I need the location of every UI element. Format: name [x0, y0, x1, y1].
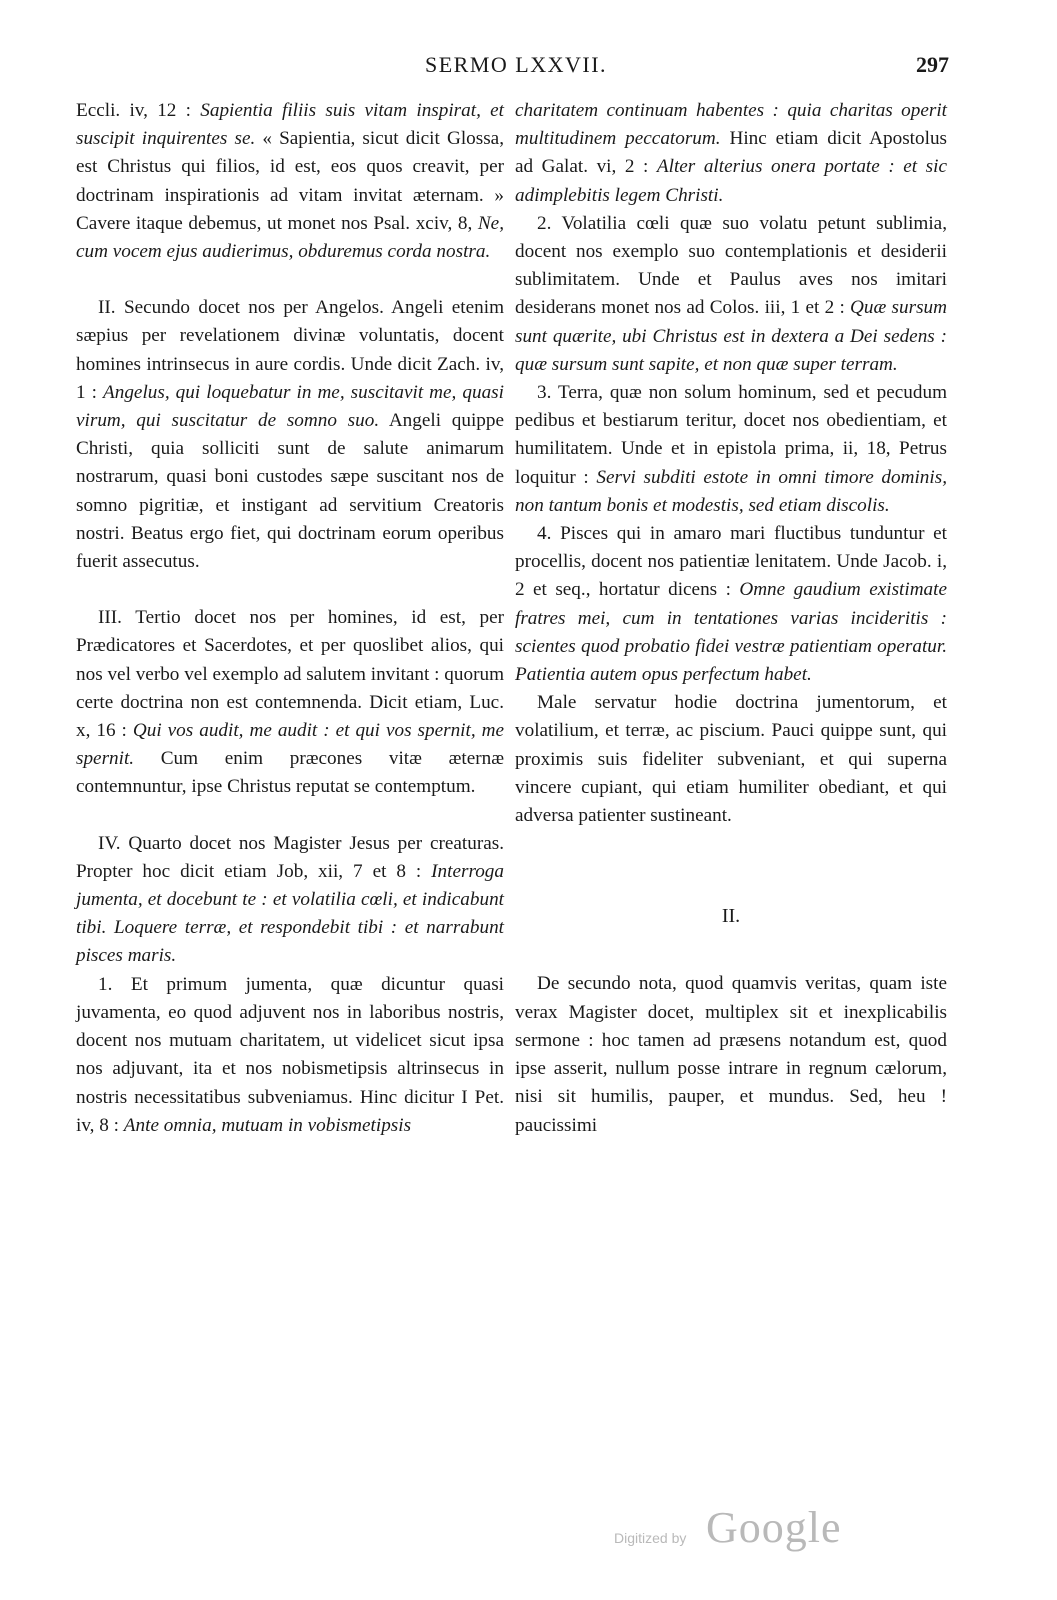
paragraph: Eccli. iv, 12 : Sapientia filiis suis vitam inspirat, et suscipit inquirentes se. « Sapientia, sicut dicit Glossa, est Christus qui filios, id est, eos quos creavit, per doctrinam inspirationis ad vitam invitat æternam. » Cavere itaque debemus, ut monet nos Psal. xciv, 8, Ne, cum vocem ejus audierimus, obduremus corda nostra. [76, 100, 504, 263]
running-title: SERMO LXXVII. [425, 52, 608, 77]
digitized-by-label: Digitized by [614, 1530, 687, 1546]
paragraph: II. Secundo docet nos per Angelos. Angeli etenim sæpius per revelationem divinæ voluntatis, docent homines intrinsecus in aure cordis. Unde dicit Zach. iv, 1 : Angelus, qui loquebatur in me, suscitavit me, quasi virum, qui suscitatur de somno suo. Angeli quippe Christi, quia solliciti sunt de salute animarum nostrarum, quasi boni custodes sæpe suscitant nos de somno pigritiæ, et instigant ad servitium Creatoris nostri. Beatus ergo fiet, qui doctrinam eorum operibus fuerit assecutus. [76, 297, 505, 573]
left-column [76, 97, 504, 1140]
right-column [515, 97, 947, 1140]
paragraph: De secundo nota, quod quamvis veritas, quam iste verax Magister docet, multiplex sit et inexplicabilis sermone : hoc tamen ad præsens notandum est, quod ipse asserit, nullum posse intrare in regnum cælorum, nisi sit humilis, pauper, et mundus. Sed, heu ! paucissimi [515, 973, 947, 1136]
paragraph: 3. Terra, quæ non solum hominum, sed et pecudum pedibus et bestiarum teritur, docet nos obedientiam, et humilitatem. Unde et in epistola prima, ii, 18, Petrus loquitur : Servi subditi estote in omni timore dominis, non tantum bonis et modestis, sed etiam discolis. [515, 382, 947, 516]
paragraph: III. Tertio docet nos per homines, id est, per Prædicatores et Sacerdotes, et per quoslibet alios, qui nos vel verbo vel exemplo ad salutem invitant : quorum certe doctrina non est contemnenda. Dicit etiam, Luc. x, 16 : Qui vos audit, me audit : et qui vos spernit, me spernit. Cum enim præcones vitæ æternæ contemnuntur, ipse Christus reputat se contemptum. [76, 607, 504, 798]
section-number: II. [721, 905, 741, 928]
paragraph: 1. Et primum jumenta, quæ dicuntur quasi juvamenta, eo quod adjuvent nos in laboribus nostris, docent nos mutuam charitatem, ut videlicet sicut ipsa nos adjuvant, ita et nos nobismetipsis altrinsecus in nostris necessitatibus subveniamus. Hinc dicitur I Pet. iv, 8 : Ante omnia, mutuam in vobismetipsis [76, 973, 504, 1136]
google-logo: Google [706, 1503, 842, 1552]
paragraph: charitatem continuam habentes : quia charitas operit multitudinem peccatorum. Hinc etiam dicit Apostolus ad Galat. vi, 2 : Alter alterius onera portate : et sic adimplebitis legem Christi. [515, 100, 948, 206]
page-number: 297 [916, 52, 949, 77]
paragraph: IV. Quarto docet nos Magister Jesus per creaturas. Propter hoc dicit etiam Job, xii, 7 et 8 : Interroga jumenta, et docebunt te : et volatilia cœli, et indicabunt tibi. Loquere terræ, et respondebit tibi : et narrabunt pisces maris. [76, 832, 504, 967]
paragraph: 4. Pisces qui in amaro mari fluctibus tunduntur et procellis, docent nos patientiæ lenitatem. Unde Jacob. i, 2 et seq., hortatur dicens : Omne gaudium existimate fratres mei, cum in tentationes varias incideritis : scientes quod probatio fidei vestræ patientiam operatur. Patientia autem opus perfectum habet. [515, 523, 947, 686]
digitized-by-google-watermark [614, 1502, 842, 1562]
paragraph: 2. Volatilia cœli quæ suo volatu petunt sublimia, docent nos exemplo suo contemplationis et desiderii sublimitatem. Unde et Paulus aves nos imitari desiderans monet nos ad Colos. iii, 1 et 2 : Quæ sursum sunt quærite, ubi Christus est in dextera a Dei sedens : quæ sursum sunt sapite, et non quæ super terram. [515, 212, 947, 375]
page-header [0, 52, 1057, 82]
paragraph: Male servatur hodie doctrina jumentorum, et volatilium, et terræ, ac piscium. Pauci quippe sunt, qui proximis suis fideliter subveniant, et qui superna vincere cupiant, qui etiam humiliter obediant, et qui adversa patienter sustineant. [515, 692, 947, 827]
